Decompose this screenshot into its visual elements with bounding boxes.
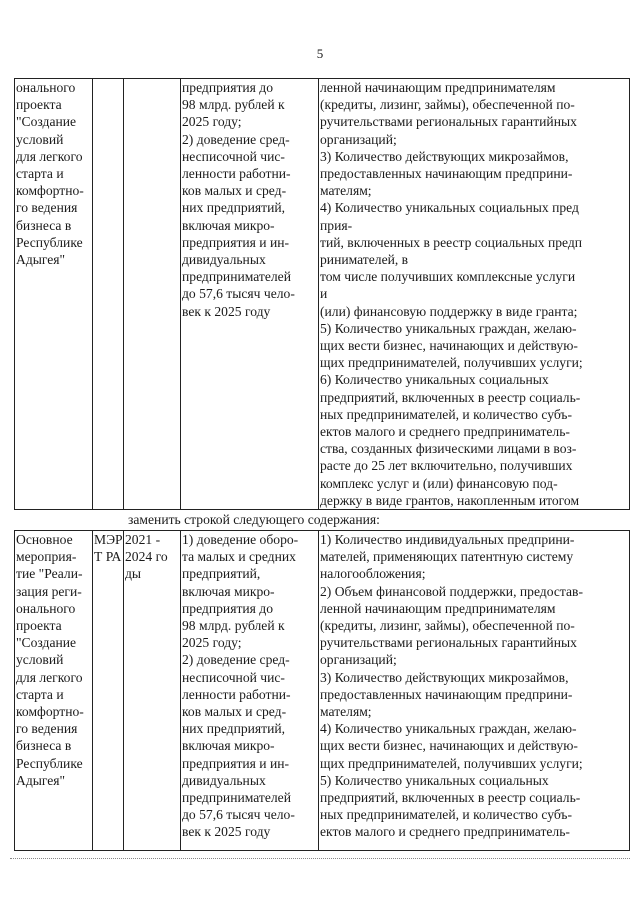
cell-text-line: 3) Количество действующих микрозаймов, <box>320 148 569 164</box>
cell-text-line: предприятия до <box>182 600 274 616</box>
cell-text-line: щих предпринимателей, получивших услуги; <box>320 755 583 771</box>
cell-text-line: предоставленных начинающим предприни- <box>320 166 573 182</box>
cell-text-line: (кредиты, лизинг, займы), обеспеченной по- <box>320 618 575 634</box>
cell-text-line: них предприятий, <box>182 200 286 216</box>
cell-text-line: ектов малого и среднего предприниматель- <box>320 824 570 840</box>
cell-text-line: 5) Количество уникальных граждан, желаю- <box>320 320 577 336</box>
cell-text-line: для легкого <box>16 669 83 685</box>
cell-text-line: Основное <box>16 532 73 547</box>
cell-text-line: Адыгея" <box>16 772 66 788</box>
cell-text-line: бизнеса в <box>16 738 72 754</box>
cell-text-line: тий, включенных в реестр социальных предп <box>320 234 583 250</box>
cell-text-line: предприятия и ин- <box>182 234 290 250</box>
cell-text-line: мателям; <box>320 704 372 720</box>
cell-text-line: 1) доведение оборо- <box>182 532 299 547</box>
cell-text-line: щих предпринимателей, получивших услуги; <box>320 355 583 371</box>
cell-text-line: 2) Объем финансовой поддержки, предостав- <box>320 583 583 599</box>
cell-results <box>181 79 319 510</box>
replace-instruction: заменить строкой следующего содержания: <box>128 512 380 527</box>
cell-text-line: "Создание <box>16 635 77 651</box>
cell-text-line: ства, созданных физическими лицами в воз- <box>320 441 577 457</box>
cell-text-line: тие "Реали- <box>16 566 83 582</box>
cell-text-line: ды <box>125 566 142 582</box>
cell-text-line: расте до 25 лет включительно, получивших <box>320 458 573 474</box>
cell-text-line: несписочной чис- <box>182 669 285 685</box>
cell-text-line: 2) доведение сред- <box>182 131 290 147</box>
cell-text-line: Республике <box>16 234 83 250</box>
cell-text-line: организаций; <box>320 131 397 147</box>
cell-event-name <box>15 531 93 851</box>
cell-text-line: 5) Количество уникальных социальных <box>320 772 549 788</box>
cell-text-line: век к 2025 году <box>182 303 271 319</box>
cell-text-line: (или) финансовую поддержку в виде гранта; <box>320 303 578 319</box>
cell-text-line: ков малых и сред- <box>182 704 287 720</box>
cell-executor <box>93 531 124 851</box>
cell-text-line: старта и <box>16 686 64 702</box>
cell-text-line: старта и <box>16 166 64 182</box>
cell-text-line: ручительствами региональных гарантийных <box>320 114 577 130</box>
cell-text-line: 1) Количество индивидуальных предприни- <box>320 532 575 547</box>
table-continued-row <box>14 78 630 510</box>
cell-text-line: 6) Количество уникальных социальных <box>320 372 549 388</box>
cell-event-name <box>15 79 93 510</box>
cell-text-line: предприятия до <box>182 80 274 95</box>
cell-indicators <box>319 79 630 510</box>
cell-text-line: ных предпринимателей, и количество субъ- <box>320 807 572 823</box>
cell-text-line: 2025 году; <box>182 114 242 130</box>
cell-text-line: предпринимателей <box>182 269 291 285</box>
cell-indicators <box>319 531 630 851</box>
cell-text-line: (кредиты, лизинг, займы), обеспеченной по- <box>320 97 575 113</box>
cell-text-line: Республике <box>16 755 83 771</box>
cell-text-line: 2025 году; <box>182 635 242 651</box>
table-new-row <box>14 530 630 851</box>
cell-text-line: 4) Количество уникальных граждан, желаю- <box>320 721 577 737</box>
cell-text-line: век к 2025 году <box>182 824 271 840</box>
cell-executor <box>93 79 124 510</box>
cell-text-line: несписочной чис- <box>182 148 285 164</box>
cell-text-line: 2024 го <box>125 549 168 565</box>
cell-text-line: Т РА <box>94 549 122 565</box>
cell-text-line: та малых и средних <box>182 549 296 565</box>
cell-text-line: щих вести бизнес, начинающих и действую- <box>320 738 578 754</box>
cell-text-line: дивидуальных <box>182 252 266 268</box>
cell-text-line: "Создание <box>16 114 77 130</box>
cell-text-line: ков малых и сред- <box>182 183 287 199</box>
cell-text-line: включая микро- <box>182 217 275 233</box>
cell-text-line: предприятий, включенных в реестр социаль- <box>320 389 581 405</box>
cell-period <box>124 531 181 851</box>
cell-text-line: 98 млрд. рублей к <box>182 97 285 113</box>
cell-text-line: предприятия и ин- <box>182 755 290 771</box>
table-row <box>15 79 630 510</box>
cell-text-line: дивидуальных <box>182 772 266 788</box>
cell-text-line: ручительствами региональных гарантийных <box>320 635 577 651</box>
cell-text-line: комплекс услуг и (или) финансовую под- <box>320 475 558 491</box>
cell-text-line: 3) Количество действующих микрозаймов, <box>320 669 569 685</box>
cell-text-line: включая микро- <box>182 738 275 754</box>
cell-text-line: том числе получивших комплексные услуги <box>320 269 576 285</box>
cell-text-line: и <box>320 286 328 302</box>
cell-text-line: ринимателей, в <box>320 252 409 268</box>
cell-text-line: ленной начинающим предпринимателям <box>320 80 556 95</box>
cell-text-line: зация реги- <box>16 583 82 599</box>
cell-results <box>181 531 319 851</box>
cell-text-line: держку в виде грантов, накопленным итогом <box>320 492 580 508</box>
cell-text-line: предоставленных начинающим предприни- <box>320 686 573 702</box>
cell-text-line: онального <box>16 80 76 95</box>
cell-text-line: для легкого <box>16 148 83 164</box>
cell-text-line: ленности работни- <box>182 686 291 702</box>
scan-artifact-line <box>10 858 630 860</box>
cell-text-line: комфортно- <box>16 704 84 720</box>
cell-text-line: ных предпринимателей, и количество субъ- <box>320 406 572 422</box>
cell-text-line: 98 млрд. рублей к <box>182 618 285 634</box>
cell-text-line: проекта <box>16 618 62 634</box>
cell-text-line: 2) доведение сред- <box>182 652 290 668</box>
cell-text-line: включая микро- <box>182 583 275 599</box>
cell-text-line: 4) Количество уникальных социальных пред <box>320 200 579 216</box>
cell-text-line: бизнеса в <box>16 217 72 233</box>
cell-text-line: предприятий, включенных в реестр социаль- <box>320 790 581 806</box>
cell-text-line: Адыгея" <box>16 252 66 268</box>
cell-text-line: до 57,6 тысяч чело- <box>182 286 295 302</box>
page-number: 5 <box>316 46 324 61</box>
cell-text-line: комфортно- <box>16 183 84 199</box>
cell-text-line: го ведения <box>16 721 78 737</box>
cell-text-line: условий <box>16 652 64 668</box>
cell-text-line: го ведения <box>16 200 78 216</box>
cell-text-line: мателей, применяющих патентную систему <box>320 549 574 565</box>
cell-text-line: онального <box>16 600 76 616</box>
cell-text-line: 2021 - <box>125 532 161 547</box>
cell-text-line: ектов малого и среднего предприниматель- <box>320 424 570 440</box>
cell-text-line: мателям; <box>320 183 372 199</box>
cell-text-line: мероприя- <box>16 549 77 565</box>
table-row <box>15 531 630 851</box>
cell-period <box>124 79 181 510</box>
cell-text-line: щих вести бизнес, начинающих и действую- <box>320 338 578 354</box>
cell-text-line: налогообложения; <box>320 566 426 582</box>
cell-text-line: ленной начинающим предпринимателям <box>320 600 556 616</box>
cell-text-line: проекта <box>16 97 62 113</box>
cell-text-line: прия- <box>320 217 353 233</box>
cell-text-line: предпринимателей <box>182 790 291 806</box>
cell-text-line: предприятий, <box>182 566 261 582</box>
cell-text-line: ленности работни- <box>182 166 291 182</box>
cell-text-line: до 57,6 тысяч чело- <box>182 807 295 823</box>
cell-text-line: МЭР <box>94 532 123 547</box>
cell-text-line: них предприятий, <box>182 721 286 737</box>
cell-text-line: условий <box>16 131 64 147</box>
cell-text-line: организаций; <box>320 652 397 668</box>
